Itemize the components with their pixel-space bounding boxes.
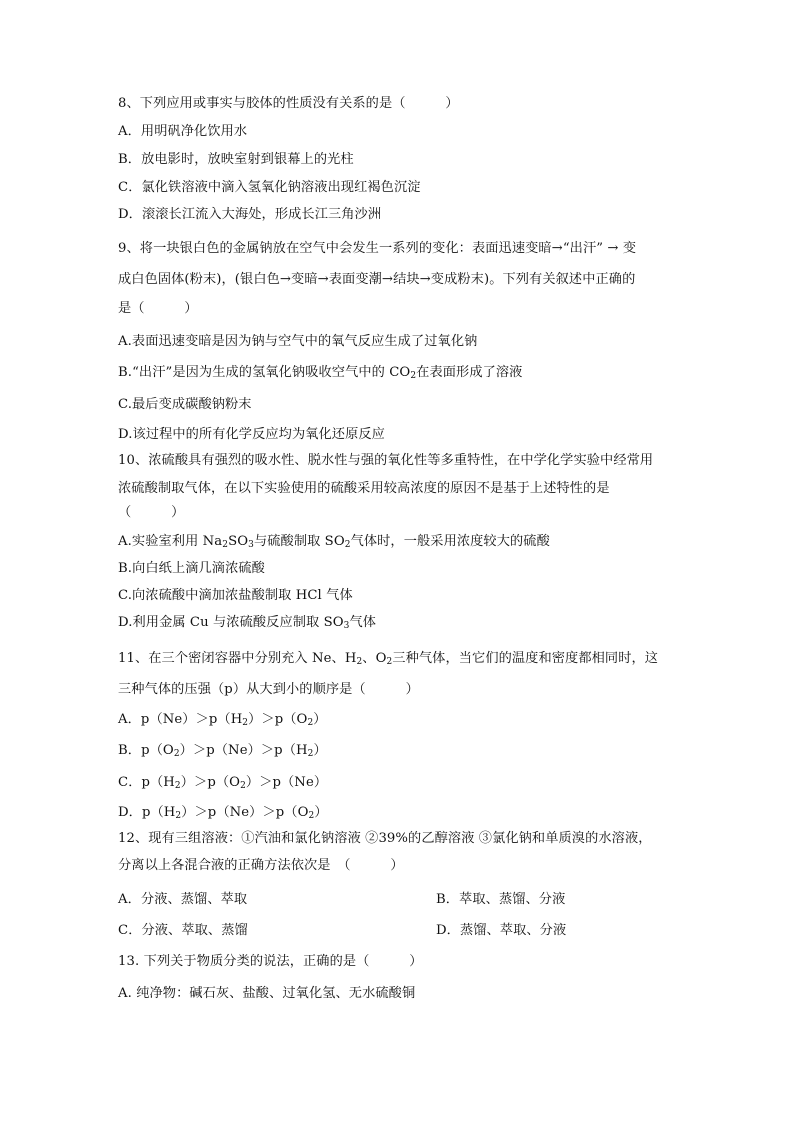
q8-option-c: C．氯化铁溶液中滴入氢氧化钠溶液出现红褐色沉淀 — [118, 180, 421, 195]
q10-option-c: C.向浓硫酸中滴加浓盐酸制取 HCl 气体 — [118, 588, 353, 603]
q11-stem-line1: 11、在三个密闭容器中分别充入 Ne、$H_2$、$O_2$三种气体，当它们的温度和密度都相同时，这 — [118, 651, 659, 667]
q11-option-b: B．$p(O_2)>p(Ne)>p(H_2)$ — [118, 743, 327, 759]
q12-options-row2 — [118, 922, 678, 940]
q11-option-c: C．$p(H_2)>p(O_2)>p(Ne)$ — [118, 775, 328, 791]
q11-option-d: D．$p(H_2)>p(Ne)>p(O_2)$ — [118, 805, 328, 821]
q12-stem-line1: 12、现有三组溶液：①汽油和氯化钠溶液 ②39%的乙醇溶液 ③氯化钠和单质溴的水溶液， — [118, 831, 652, 846]
q9-option-c: C.最后变成碳酸钠粉末 — [118, 397, 252, 412]
q12-options-row1 — [118, 891, 678, 909]
q12-stem-line2: 分离以上各混合液的正确方法依次是 （ ） — [118, 858, 404, 873]
q9-stem-line3: 是（ ） — [118, 301, 198, 316]
q12-option-d: D．蒸馏、萃取、分液 — [436, 923, 567, 938]
q10-stem-line1: 10、浓硫酸具有强烈的吸水性、脱水性与强的氧化性等多重特性，在中学化学实验中经常用 — [118, 453, 654, 468]
q11-stem-line2: 三种气体的压强（p）从大到小的顺序是（ ） — [118, 682, 419, 697]
q10-option-d: D.利用金属 Cu 与浓硫酸反应制取 $SO_3$气体 — [118, 615, 377, 631]
q9-stem-line1: 9、将一块银白色的金属钠放在空气中会发生一系列的变化：表面迅速变暗→“出汗” → 变 — [118, 241, 637, 256]
q13-stem: 13. 下列关于物质分类的说法，正确的是（ ） — [118, 954, 423, 969]
q12-option-c: C．分液、萃取、蒸馏 — [118, 923, 248, 938]
q11-option-a: A．$p(Ne)>p(H_2)>p(O_2)$ — [118, 712, 327, 728]
q12-option-b: B．萃取、蒸馏、分液 — [436, 892, 566, 907]
q10-option-a: A.实验室利用 $Na_2SO_3$与硫酸制取 $SO_2$气体时，一般采用浓度较大的硫酸 — [118, 534, 550, 550]
q9-option-a: A.表面迅速变暗是因为钠与空气中的氧气反应生成了过氧化钠 — [118, 334, 478, 349]
q10-stem-line2: 浓硫酸制取气体，在以下实验使用的硫酸采用较高浓度的原因不是基于上述特性的是 — [118, 481, 610, 496]
q10-option-b: B.向白纸上滴几滴浓硫酸 — [118, 561, 265, 576]
q9-option-d: D.该过程中的所有化学反应均为氧化还原反应 — [118, 427, 385, 442]
q8-option-b: B．放电影时，放映室射到银幕上的光柱 — [118, 152, 354, 167]
q12-option-a: A．分液、蒸馏、萃取 — [118, 892, 248, 907]
q10-stem-line3: （ ） — [118, 505, 185, 520]
q8-option-d: D．滚滚长江流入大海处，形成长江三角沙洲 — [118, 207, 382, 222]
q9-stem-line2: 成白色固体(粉末)，(银白色→变暗→表面变潮→结块→变成粉末)。下列有关叙述中正确的 — [118, 272, 636, 287]
q8-option-a: A．用明矾净化饮用水 — [118, 124, 248, 139]
q8-stem: 8、下列应用或事实与胶体的性质没有关系的是（ ） — [118, 96, 459, 111]
q13-option-a: A. 纯净物：碱石灰、盐酸、过氧化氢、无水硫酸铜 — [118, 986, 416, 1001]
q9-option-b: B.“出汗”是因为生成的氢氧化钠吸收空气中的 $CO_2$在表面形成了溶液 — [118, 365, 523, 381]
